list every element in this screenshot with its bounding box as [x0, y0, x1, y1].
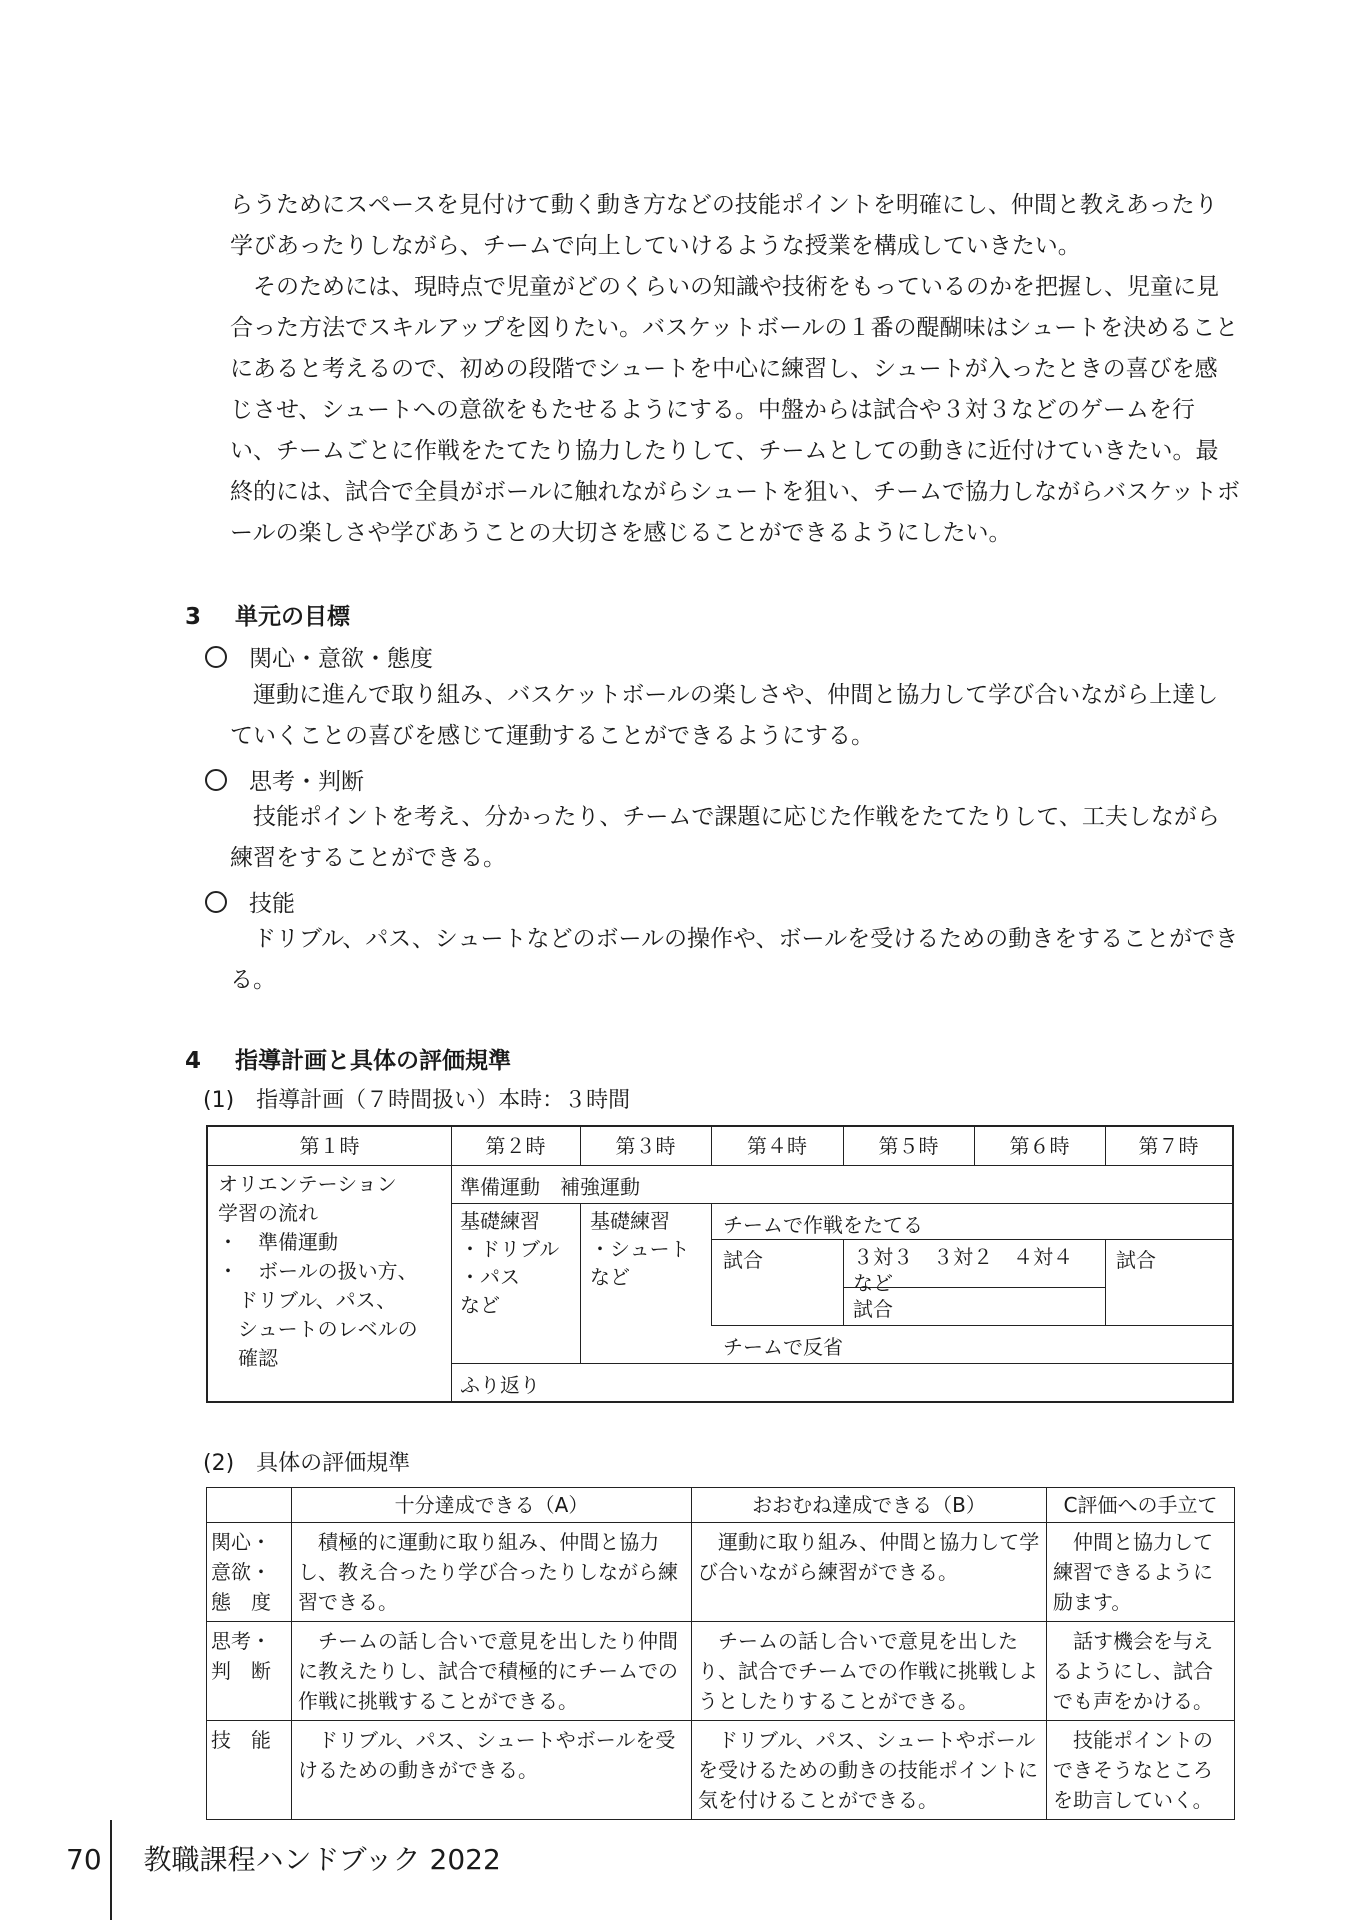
plan-kiso1	[460, 1207, 559, 1319]
section3-number: 3	[185, 604, 202, 630]
book-title: 教職課程ハンドブック 2022	[143, 1843, 501, 1876]
eval-row-skill	[207, 1721, 1235, 1820]
plan-strategy: チームで作戦をたてる	[723, 1213, 923, 1237]
plan-subheading: (1) 指導計画（７時間扱い）本時：３時間	[203, 1088, 631, 1113]
goal-skill-label: 技能	[249, 891, 295, 917]
plan-orientation	[218, 1170, 448, 1373]
plan-games-line: ３対３ ３対２ ４対４	[853, 1245, 1073, 1269]
eval-cell-a: チームの話し合いで意見を出したり仲間に教えたりし、試合で積極的にチームでの作戦に挑戦することができる。	[292, 1622, 692, 1721]
eval-header-blank	[207, 1488, 292, 1523]
eval-header-a: 十分達成できる（A）	[292, 1488, 692, 1523]
circle-bullet-icon	[205, 891, 227, 913]
goal-interest	[205, 640, 433, 673]
eval-label-line: 態 度	[211, 1590, 271, 1614]
plan-kiso2	[590, 1207, 690, 1291]
plan-games-line: など	[853, 1271, 893, 1295]
eval-header-b: おおむね達成できる（B）	[692, 1488, 1047, 1523]
intro-paragraph-1: らうためにスペースを見付けて動く動き方などの技能ポイントを明確にし、仲間と教えあったり学びあったりしながら、チームで向上していけるような授業を構成していきたい。	[230, 192, 1218, 259]
eval-label-line: 関心・	[211, 1530, 271, 1554]
goal-interest-text: 運動に進んで取り組み、バスケットボールの楽しさや、仲間と協力して学び合いながら上達していくことの喜びを感じて運動することができるようにする。	[230, 682, 1219, 749]
eval-cell-b: チームの話し合いで意見を出したり、試合でチームでの作戦に挑戦しようとしたりすることができる。	[692, 1622, 1047, 1721]
plan-match-2: 試合	[853, 1297, 893, 1321]
goal-skill-text: ドリブル、パス、シュートなどのボールの操作や、ボールを受けるための動きをすることができる。	[230, 926, 1239, 993]
plan-warmup: 準備運動 補強運動	[460, 1175, 640, 1199]
plan-match-1: 試合	[723, 1248, 763, 1272]
plan-kiso1-line: 基礎練習	[460, 1209, 540, 1233]
goal-thinking	[205, 763, 364, 796]
eval-header-row	[207, 1488, 1235, 1523]
plan-kiso2-line: ・シュート	[590, 1237, 690, 1261]
eval-label-line: 思考・	[211, 1629, 271, 1653]
plan-kiso2-line: 基礎練習	[590, 1209, 670, 1233]
footer	[66, 1838, 501, 1878]
eval-row-label	[207, 1721, 292, 1820]
plan-kiso1-line: ・パス	[460, 1265, 520, 1289]
circle-bullet-icon	[205, 769, 227, 791]
eval-cell-b: 運動に取り組み、仲間と協力して学び合いながら練習ができる。	[692, 1523, 1047, 1622]
plan-match-3: 試合	[1116, 1248, 1156, 1272]
plan-col1-line: ・ 準備運動	[218, 1230, 338, 1254]
section4-title: 指導計画と具体の評価規準	[235, 1048, 512, 1074]
eval-row-thinking	[207, 1622, 1235, 1721]
eval-label-line: 技 能	[211, 1728, 271, 1752]
eval-cell-c: 仲間と協力して練習できるように励ます。	[1047, 1523, 1235, 1622]
plan-reflect: ふり返り	[460, 1373, 540, 1397]
intro-paragraph-2: そのためには、現時点で児童がどのくらいの知識や技術をもっているのかを把握し、児童に見合った方法でスキルアップを図りたい。バスケットボールの１番の醍醐味はシュートを決めることにあると考えるので、初めの段階でシュートを中心に練習し、シュートが入ったときの喜びを感じさせ、シュートへの意欲をもたせるようにする。中盤からは試合や３対３などのゲームを行い、チームごとに作戦をたてたり協力したりして、チームとしての動きに近付けていきたい。最終的には、試合で全員がボールに触れながらシュートを狙い、チームで協力しながらバスケットボールの楽しさや学びあうことの大切さを感じることができるようにしたい。	[230, 274, 1240, 546]
goal-interest-label: 関心・意欲・態度	[249, 646, 433, 672]
eval-subheading: (2) 具体の評価規準	[203, 1451, 411, 1476]
plan-header-3: 第３時	[615, 1134, 676, 1158]
plan-header-2: 第２時	[485, 1134, 546, 1158]
plan-header-1: 第１時	[299, 1134, 360, 1158]
section4-heading	[185, 1042, 511, 1075]
plan-header-7: 第７時	[1138, 1134, 1199, 1158]
eval-cell-a: ドリブル、パス、シュートやボールを受けるための動きができる。	[292, 1721, 692, 1820]
section3-title: 単元の目標	[235, 604, 351, 630]
plan-header-6: 第６時	[1009, 1134, 1070, 1158]
plan-col1-line: オリエンテーション	[218, 1172, 397, 1196]
plan-kiso1-line: ・ドリブル	[460, 1237, 560, 1261]
eval-row-interest	[207, 1523, 1235, 1622]
eval-header-c: C評価への手立て	[1047, 1488, 1235, 1523]
plan-reflect-team: チームで反省	[723, 1335, 843, 1359]
plan-col1-line: 確認	[218, 1346, 278, 1370]
plan-header-4: 第４時	[747, 1134, 807, 1158]
plan-col1-line: ドリブル、パス、	[218, 1288, 397, 1312]
eval-cell-b: ドリブル、パス、シュートやボールを受けるための動きの技能ポイントに気を付けることができる。	[692, 1721, 1047, 1820]
plan-kiso2-line: など	[590, 1265, 630, 1289]
plan-table	[206, 1125, 1234, 1403]
plan-games	[853, 1244, 1073, 1296]
page-number: 70	[66, 1843, 102, 1876]
plan-header-5: 第５時	[878, 1134, 939, 1158]
plan-col1-line: 学習の流れ	[218, 1201, 318, 1225]
eval-row-label	[207, 1622, 292, 1721]
goal-thinking-label: 思考・判断	[249, 769, 364, 795]
eval-cell-c: 話す機会を与えるようにし、試合でも声をかける。	[1047, 1622, 1235, 1721]
circle-bullet-icon	[205, 646, 227, 668]
goal-skill	[205, 885, 295, 918]
eval-table	[206, 1487, 1235, 1820]
eval-label-line: 意欲・	[211, 1560, 271, 1584]
plan-col1-line: シュートのレベルの	[218, 1317, 418, 1341]
plan-col1-line: ・ ボールの扱い方、	[218, 1259, 418, 1283]
eval-label-line: 判 断	[211, 1659, 271, 1683]
eval-cell-a: 積極的に運動に取り組み、仲間と協力し、教え合ったり学び合ったりしながら練習できる。	[292, 1523, 692, 1622]
section4-number: 4	[185, 1048, 202, 1074]
plan-kiso1-line: など	[460, 1293, 500, 1317]
section3-heading	[185, 598, 350, 631]
eval-cell-c: 技能ポイントのできそうなところを助言していく。	[1047, 1721, 1235, 1820]
goal-thinking-text: 技能ポイントを考え、分かったり、チームで課題に応じた作戦をたてたりして、工夫しながら練習をすることができる。	[230, 804, 1220, 871]
eval-row-label	[207, 1523, 292, 1622]
